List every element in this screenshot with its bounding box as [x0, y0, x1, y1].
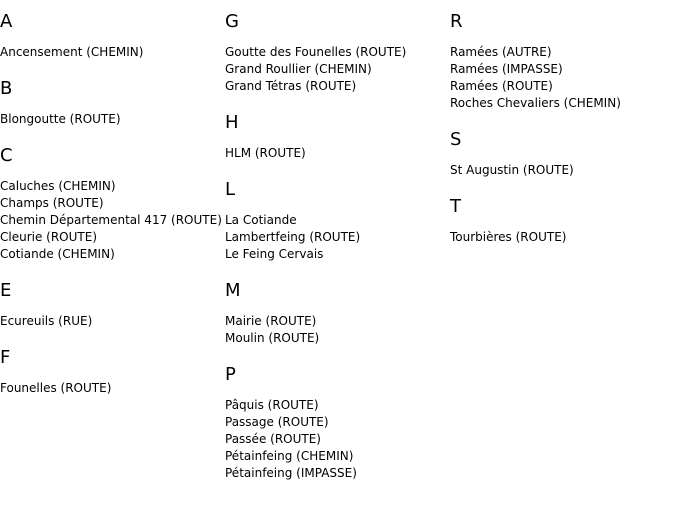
street-link[interactable]: Cotiande (CHEMIN) [0, 247, 115, 261]
street-link[interactable]: Ancensement (CHEMIN) [0, 45, 144, 59]
group-letter-heading: H [225, 112, 239, 133]
letter-group [0, 346, 222, 397]
letter-group [0, 77, 222, 128]
street-link[interactable]: HLM (ROUTE) [225, 146, 306, 160]
letter-group [225, 10, 406, 95]
street-list [450, 162, 621, 179]
street-link[interactable]: Le Feing Cervais [225, 247, 324, 261]
street-link[interactable]: Caluches (CHEMIN) [0, 179, 116, 193]
street-link[interactable]: Roches Chevaliers (CHEMIN) [450, 96, 621, 110]
street-list [0, 313, 222, 330]
letter-group [0, 10, 222, 61]
letter-group [450, 10, 621, 112]
group-letter-heading: T [450, 196, 461, 217]
group-letter-heading: C [0, 145, 13, 166]
letter-group [225, 279, 406, 347]
letter-group [0, 144, 222, 263]
group-letter-heading: M [225, 280, 241, 301]
street-link[interactable]: St Augustin (ROUTE) [450, 163, 574, 177]
street-link[interactable]: Ramées (ROUTE) [450, 79, 553, 93]
index-column-1 [0, 10, 222, 413]
group-letter-heading: P [225, 364, 236, 385]
street-link[interactable]: Ecureuils (RUE) [0, 314, 93, 328]
street-link[interactable]: Pétainfeing (CHEMIN) [225, 449, 354, 463]
street-link[interactable]: Grand Tétras (ROUTE) [225, 79, 357, 93]
letter-group [225, 111, 406, 162]
street-link[interactable]: Champs (ROUTE) [0, 196, 104, 210]
street-link[interactable]: Pâquis (ROUTE) [225, 398, 319, 412]
street-link[interactable]: Ramées (IMPASSE) [450, 62, 563, 76]
street-link[interactable]: Moulin (ROUTE) [225, 331, 320, 345]
street-list [450, 229, 621, 246]
street-link[interactable]: Grand Roullier (CHEMIN) [225, 62, 372, 76]
street-link[interactable]: Mairie (ROUTE) [225, 314, 317, 328]
street-link[interactable]: La Cotiande [225, 213, 297, 227]
index-column-3 [450, 10, 621, 262]
street-link[interactable]: Goutte des Founelles (ROUTE) [225, 45, 407, 59]
letter-group [450, 128, 621, 179]
index-column-2 [225, 10, 406, 498]
street-link[interactable]: Founelles (ROUTE) [0, 381, 112, 395]
street-link[interactable]: Chemin Départemental 417 (ROUTE) [0, 213, 222, 227]
letter-group [0, 279, 222, 330]
street-list [0, 178, 222, 263]
group-letter-heading: F [0, 347, 11, 368]
street-list [225, 44, 406, 95]
group-letter-heading: A [0, 11, 13, 32]
street-link[interactable]: Pétainfeing (IMPASSE) [225, 466, 357, 480]
group-letter-heading: R [450, 11, 463, 32]
group-letter-heading: B [0, 78, 13, 99]
group-letter-heading: G [225, 11, 239, 32]
street-list [450, 44, 621, 112]
street-list [225, 212, 406, 263]
street-link[interactable]: Passée (ROUTE) [225, 432, 321, 446]
street-list [0, 44, 222, 61]
street-link[interactable]: Ramées (AUTRE) [450, 45, 552, 59]
letter-group [450, 195, 621, 246]
street-list [0, 111, 222, 128]
street-list [225, 313, 406, 347]
group-letter-heading: L [225, 179, 236, 200]
street-list [225, 145, 406, 162]
street-link[interactable]: Lambertfeing (ROUTE) [225, 230, 361, 244]
street-link[interactable]: Cleurie (ROUTE) [0, 230, 98, 244]
group-letter-heading: S [450, 129, 462, 150]
street-list [225, 397, 406, 482]
street-link[interactable]: Blongoutte (ROUTE) [0, 112, 121, 126]
street-list [0, 380, 222, 397]
letter-group [225, 363, 406, 482]
street-link[interactable]: Passage (ROUTE) [225, 415, 329, 429]
street-link[interactable]: Tourbières (ROUTE) [450, 230, 567, 244]
letter-group [225, 178, 406, 263]
group-letter-heading: E [0, 280, 12, 301]
